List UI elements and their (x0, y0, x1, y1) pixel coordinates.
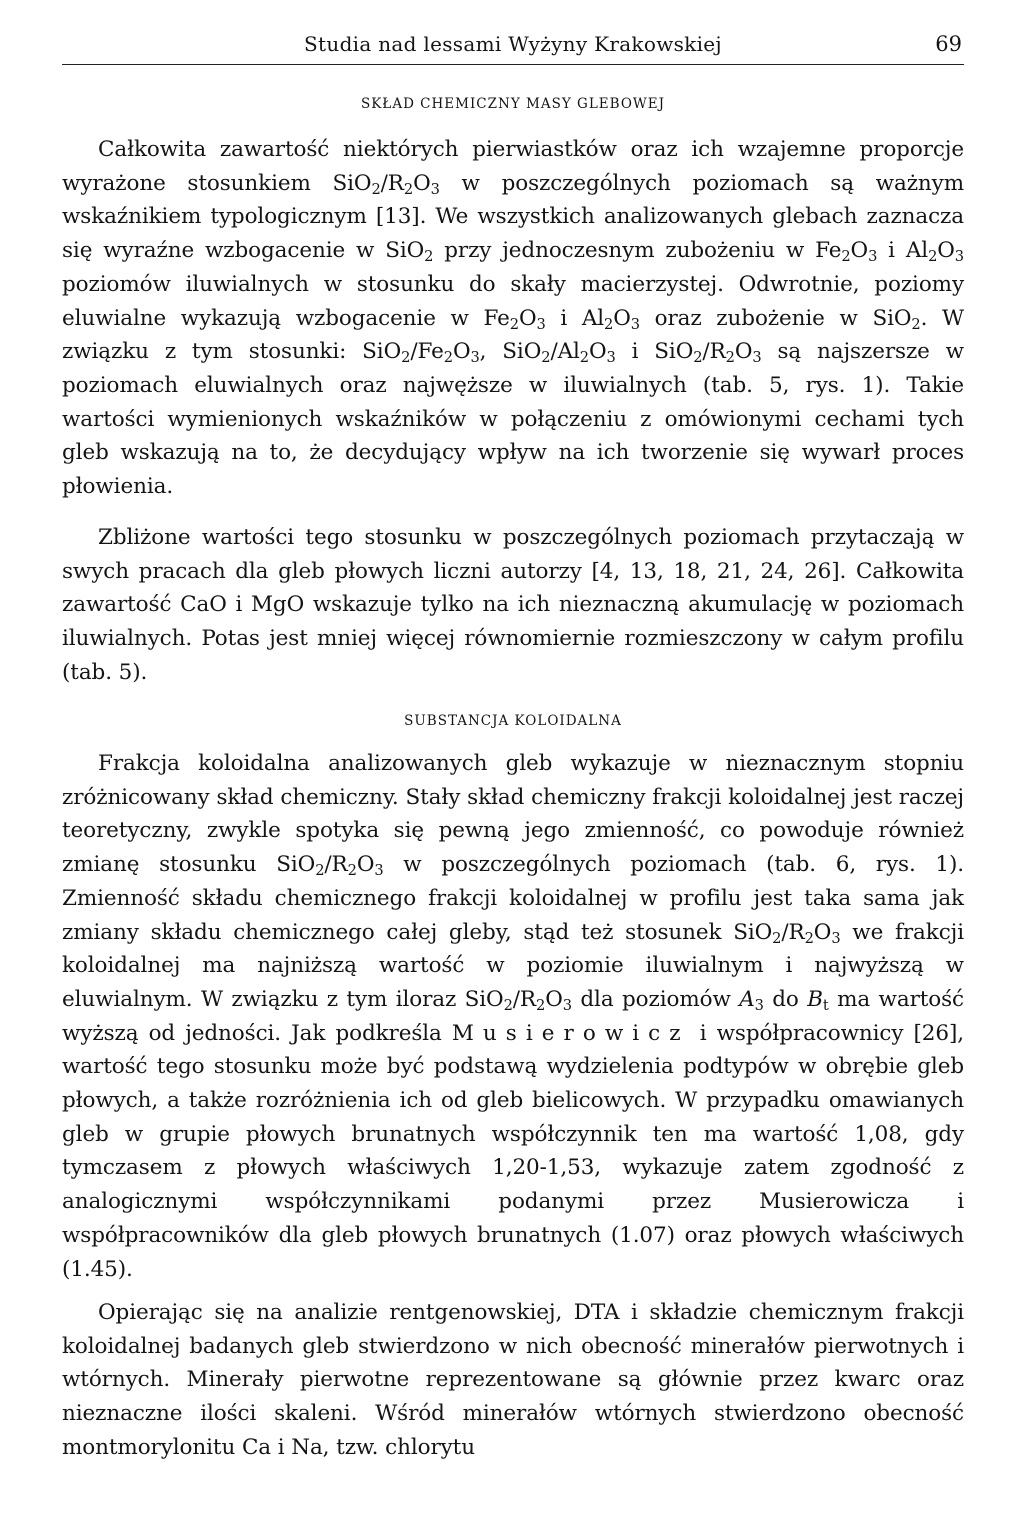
paragraph: Całkowita zawartość niektórych pierwiastków oraz ich wzajemne proporcje wyrażone stosunkiem $SiO_2/R_2O_3$ w poszczególnych poziomach są ważnym wskaźnikiem typologicznym [13]. We wszystkich analizowanych glebach zaznacza się wyraźne wzbogacenie w SiO$_2$ przy jednoczesnym zubożeniu w $Fe_2O_3$ i $Al_2O_3$ poziomów iluwialnych w stosunku do skały macierzystej. Odwrotnie, poziomy eluwialne wykazują wzbogacenie w $Fe_2O_3$ i $Al_2O_3$ oraz zubożenie w SiO$_2$. W związku z tym stosunki: $SiO_2/Fe_2O_3$, $SiO_2/Al_2O_3$ i $SiO_2/R_2O_3$ są najszersze w poziomach eluwialnych oraz najwęższe w iluwialnych (tab. 5, rys. 1). Takie wartości wymienionych wskaźników w połączeniu z omówionymi cechami tych gleb wskazują na to, że decydujący wpływ na ich tworzenie się wywarł proces płowienia. (62, 137, 965, 500)
running-title: Studia nad lessami Wyżyny Krakowskiej (304, 32, 722, 56)
section-heading-colloidal-substance: SUBSTANCJA KOLOIDALNA (404, 713, 622, 729)
section-heading-chemical-composition: SKŁAD CHEMICZNY MASY GLEBOWEJ (360, 96, 666, 112)
page-number: 69 (935, 32, 962, 56)
page-header (62, 30, 964, 65)
paragraph: Frakcja koloidalna analizowanych gleb wykazuje w nieznacznym stopniu zróżnicowany skład chemiczny. Stały skład chemiczny frakcji koloidalnej jest raczej teoretyczny, zwykle spotyka się pewną jego zmienność, co powoduje również zmianę stosunku $SiO_2/R_2O_3$ w poszczególnych poziomach (tab. 6, rys. 1). Zmienność składu chemicznego frakcji koloidalnej w profilu jest taka sama jak zmiany składu chemicznego całej gleby, stąd też stosunek $SiO_2/R_2O_3$ we frakcji koloidalnej ma najniższą wartość w poziomie iluwialnym i najwyższą w eluwialnym. W związku z tym iloraz $SiO_2/R_2O_3$ dla poziomów $A_3$ do $B_t$ ma wartość wyższą od jedności. Jak podkreśla Musierowicz i współpracownicy [26], wartość tego stosunku może być podstawą wydzielenia podtypów w obrębie gleb płowych, a także rozróżnienia ich od gleb bielicowych. W przypadku omawianych gleb w grupie płowych brunatnych współczynnik ten ma wartość 1,08, gdy tymczasem z płowych właściwych 1,20-1,53, wykazuje zatem zgodność z analogicznymi współczynnikami podanymi przez Musierowicza i współpracowników dla gleb płowych brunatnych (1.07) oraz płowych właściwych (1.45). (62, 751, 965, 1282)
paragraph: Opierając się na analizie rentgenowskiej, DTA i składzie chemicznym frakcji koloidalnej badanych gleb stwierdzono w nich obecność minerałów pierwotnych i wtórnych. Minerały pierwotne reprezentowane są głównie przez kwarc oraz nieznaczne ilości skaleni. Wśród minerałów wtórnych stwierdzono obecność montmorylonitu Ca i Na, tzw. chlorytu (62, 1300, 964, 1460)
paragraph: Zbliżone wartości tego stosunku w poszczególnych poziomach przytaczają w swych pracach dla gleb płowych liczni autorzy [4, 13, 18, 21, 24, 26]. Całkowita zawartość CaO i MgO wskazuje tylko na ich nieznaczną akumulację w poziomach iluwialnych. Potas jest mniej więcej równomiernie rozmieszczony w całym profilu (tab. 5). (62, 525, 964, 685)
